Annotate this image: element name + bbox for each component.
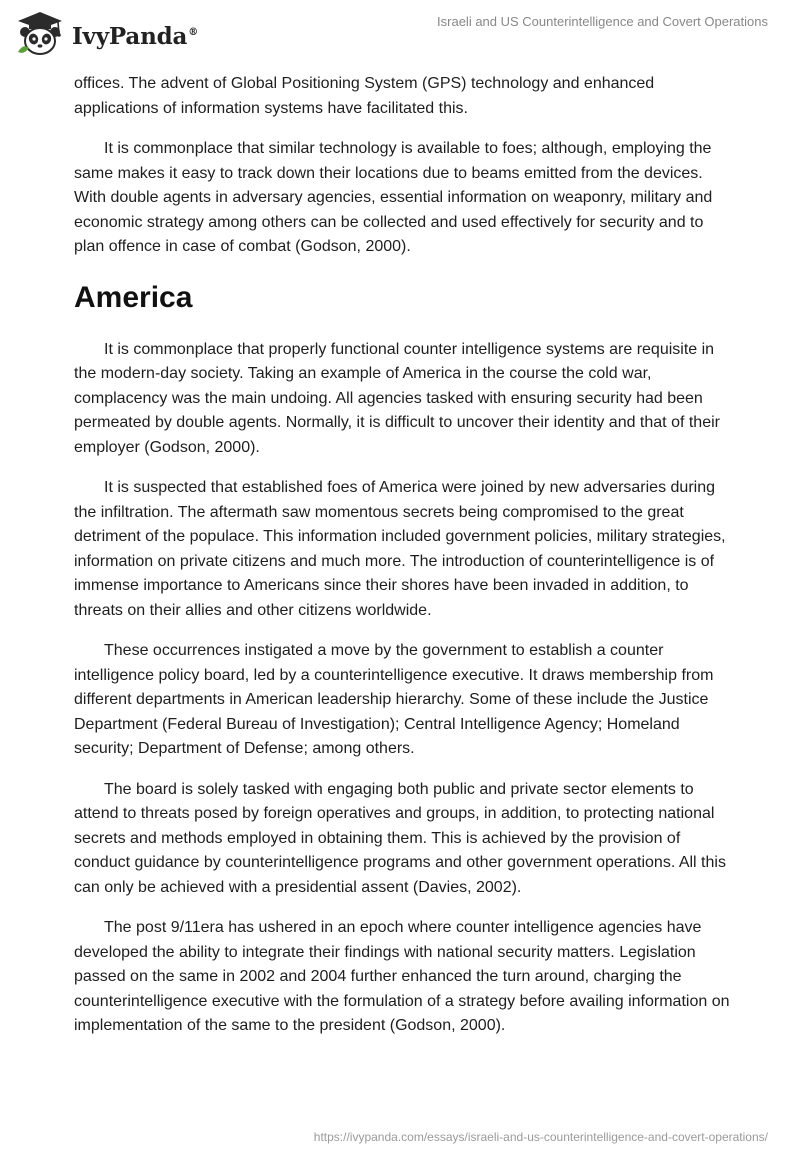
ivypanda-logo[interactable] bbox=[14, 10, 198, 58]
source-url[interactable]: https://ivypanda.com/essays/israeli-and-us-counterintelligence-and-covert-operations/ bbox=[313, 1130, 768, 1144]
section-heading: America bbox=[74, 280, 193, 314]
brand-name bbox=[72, 23, 198, 50]
page-header bbox=[0, 0, 800, 70]
paragraph: The post 9/11era has ushered in an epoch where counter intelligence agencies have developed the ability to integrate their findings with national security matters. Legislation passed on the same in 2002 and 2004 further enhanced the turn around, charging the counterintelligence executive with the formulation of a strategy before availing information on implementation of the same to the president (Godson, 2000). bbox=[74, 919, 730, 1034]
panda-graduate-icon bbox=[14, 10, 66, 58]
registered-mark: ® bbox=[188, 26, 198, 38]
brand-name-text: IvyPanda bbox=[72, 22, 188, 50]
paragraph: It is commonplace that properly functional counter intelligence systems are requisite in the modern-day society. Taking an example of America in the course the cold war, complacency was the main undoing. All agencies tasked with ensuring security had been permeated by double agents. Normally, it is difficult to uncover their identity and that of their employer (Godson, 2000). bbox=[74, 340, 720, 456]
paragraph: It is suspected that established foes of America were joined by new adversaries during the infiltration. The aftermath saw momentous secrets being compromised to the great detriment of the populace. This information included government policies, military strategies, information on private citizens and much more. The introduction of counterintelligence is of immense importance to Americans since their shores have been invaded in addition, to threats on their allies and other citizens worldwide. bbox=[74, 479, 726, 619]
paragraph: The board is solely tasked with engaging both public and private sector elements to attend to threats posed by foreign operatives and groups, in addition, to protecting national secrets and methods employed in obtaining them. This is achieved by the provision of conduct guidance by counterintelligence programs and other government operations. All this can only be achieved with a presidential assent (Davies, 2002). bbox=[74, 780, 726, 896]
paragraph: These occurrences instigated a move by the government to establish a counter intelligence policy board, led by a counterintelligence executive. It draws membership from different departments in American leadership hierarchy. Some of these include the Justice Department (Federal Bureau of Investigation); Central Intelligence Agency; Homeland security; Department of Defense; among others. bbox=[74, 642, 714, 757]
paragraph: It is commonplace that similar technology is available to foes; although, employing the same makes it easy to track down their locations due to beams emitted from the devices. With double agents in adversary agencies, essential information on weaponry, military and economic strategy among others can be collected and used effectively for security and to plan offence in case of combat (Godson, 2000). bbox=[74, 140, 713, 255]
essay-body bbox=[74, 72, 734, 1055]
document-title: Israeli and US Counterintelligence and Covert Operations bbox=[437, 14, 768, 29]
paragraph: offices. The advent of Global Positioning System (GPS) technology and enhanced applications of information systems have facilitated this. bbox=[74, 75, 655, 117]
